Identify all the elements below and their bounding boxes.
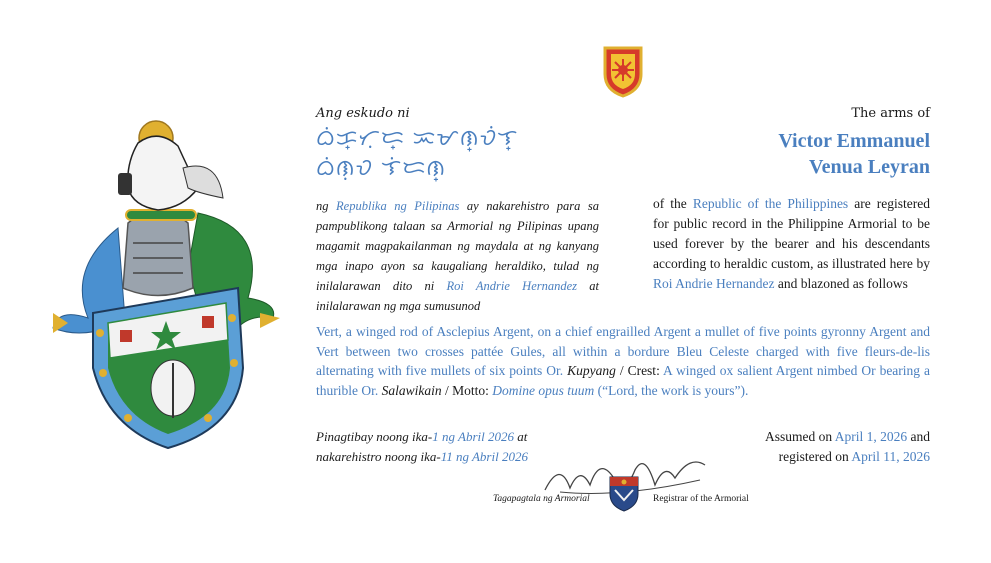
text: ng <box>316 199 337 213</box>
baybayin-name <box>316 124 518 184</box>
text: registered on <box>778 449 852 464</box>
text: ay nakarehistro para sa pampublikong talaan sa Armorial ng Pilipinas upang magamit magpakailanman ng maydala at ng kanyang mga inapo ayon sa kaugaliang heraldiko, tulad ng inilalarawan dito ni <box>316 199 599 293</box>
baybayin-line-2: ᜊᜒᜈᜓᜏ ᜎᜒᜇᜈ᜔ <box>316 156 446 181</box>
coat-of-arms-image <box>48 118 288 453</box>
blazon-text <box>316 322 930 400</box>
armorial-shield-icon <box>609 476 639 512</box>
filipino-intro: Ang eskudo ni <box>316 106 410 121</box>
link-republic[interactable]: Republic of the Philippines <box>692 196 849 211</box>
motto-sep: / Motto: <box>441 382 493 398</box>
text: are registered for public record in the Philippine Armorial to be used forever by the bearer and his descendants according to heraldic custom, as illustrated here by <box>653 196 930 271</box>
en-registered-date: April 11, 2026 <box>851 449 930 464</box>
english-dates <box>765 427 930 467</box>
text: at <box>514 429 528 444</box>
name-line-1: Victor Emmanuel <box>778 130 930 152</box>
name-line-2: Venua Leyran <box>809 156 930 178</box>
fil-registered-date: 11 ng Abril 2026 <box>440 449 528 464</box>
text: Assumed on <box>764 429 835 444</box>
filipino-body <box>316 196 599 316</box>
crest-label-fil: Kupyang <box>567 363 616 378</box>
baybayin-line-1: ᜊᜒᜃ᜔ᜆᜓᜇ᜔ ᜁᜋᜈ᜔ᜏᜒᜎ᜔ <box>316 126 519 151</box>
text: of the <box>653 196 693 211</box>
text: and blazoned as follows <box>774 276 908 291</box>
text: Pinagtibay noong ika- <box>316 429 433 444</box>
signature-label-fil: Tagapagtala ng Armorial <box>493 494 590 504</box>
text: and <box>907 429 930 444</box>
link-artist-fil[interactable]: Roi Andrie Hernandez <box>446 279 578 293</box>
philippine-seal-icon <box>603 46 643 98</box>
motto: Domine opus tuum <box>492 382 595 398</box>
link-artist-en[interactable]: Roi Andrie Hernandez <box>653 276 775 291</box>
link-republika[interactable]: Republika ng Pilipinas <box>336 199 460 213</box>
en-assumed-date: April 1, 2026 <box>834 429 908 444</box>
text: at inilalarawan ng mga sumusunod <box>316 279 600 313</box>
text: nakarehistro noong ika- <box>316 449 441 464</box>
armiger-name <box>778 128 930 180</box>
filipino-dates <box>316 427 528 467</box>
blazon-crest: A winged ox salient Argent nimbed Or bearing a thurible Or. <box>316 363 931 398</box>
english-body <box>653 194 930 294</box>
english-intro: The arms of <box>851 106 930 121</box>
helm <box>123 211 193 296</box>
fil-assumed-date: 1 ng Abril 2026 <box>432 429 515 444</box>
blazon-arms: Vert, a winged rod of Asclepius Argent, on a chief engrailled Argent a mullet of five points gyronny Argent and Vert between two crosses pattée Gules, all within a bordure Bleu Celeste charged with five fleurs-de-lis alternating with five mullets of six points Or. <box>316 324 930 378</box>
motto-translation: (“Lord, the work is yours”). <box>597 382 749 398</box>
crest-sep: / Crest: <box>615 363 664 378</box>
signature-label-en: Registrar of the Armorial <box>653 494 749 504</box>
motto-label-fil: Salawikain <box>381 382 442 398</box>
